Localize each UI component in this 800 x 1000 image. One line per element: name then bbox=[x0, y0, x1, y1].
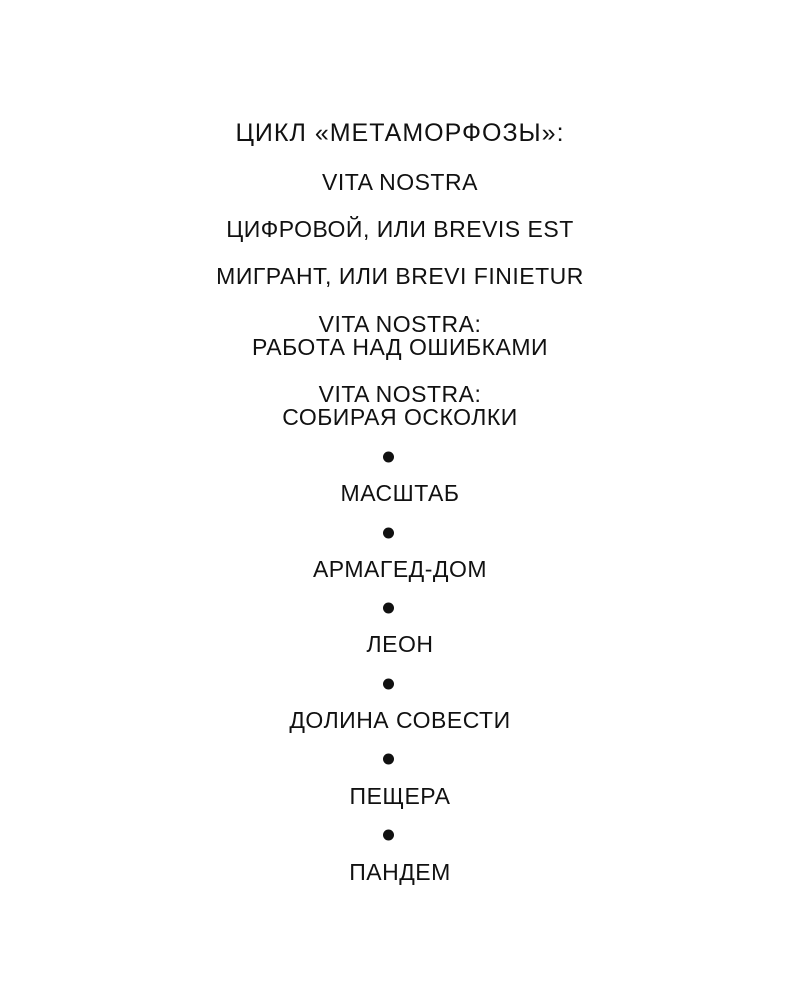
title-vita-nostra-3-line-2: СОБИРАЯ ОСКОЛКИ bbox=[282, 404, 518, 430]
title-vita-nostra: VITA NOSTRA bbox=[322, 169, 478, 195]
title-leon: ЛЕОН bbox=[366, 631, 434, 657]
bullet-separator bbox=[383, 528, 394, 539]
bullet-separator bbox=[383, 603, 394, 614]
title-vita-nostra-3-line-1: VITA NOSTRA: bbox=[318, 381, 482, 407]
title-dolina-sovesti: ДОЛИНА СОВЕСТИ bbox=[289, 707, 511, 733]
cycle-heading: ЦИКЛ «МЕТАМОРФОЗЫ»: bbox=[235, 119, 565, 147]
title-vita-nostra-2-line-2: РАБОТА НАД ОШИБКАМИ bbox=[251, 334, 549, 360]
bullet-separator bbox=[383, 830, 394, 841]
title-armaged-dom: АРМАГЕД-ДОМ bbox=[312, 556, 488, 582]
title-peschera: ПЕЩЕРА bbox=[349, 783, 451, 809]
bullet-separator bbox=[383, 452, 394, 463]
title-pandem: ПАНДЕМ bbox=[349, 859, 451, 885]
bullet-separator bbox=[383, 754, 394, 765]
title-cifrovoy: ЦИФРОВОЙ, ИЛИ BREVIS EST bbox=[226, 216, 574, 242]
title-migrant: МИГРАНТ, ИЛИ BREVI FINIETUR bbox=[216, 263, 584, 289]
title-vita-nostra-2-line-1: VITA NOSTRA: bbox=[318, 311, 482, 337]
title-masshtab: МАСШТАБ bbox=[340, 480, 460, 506]
bullet-separator bbox=[383, 679, 394, 690]
